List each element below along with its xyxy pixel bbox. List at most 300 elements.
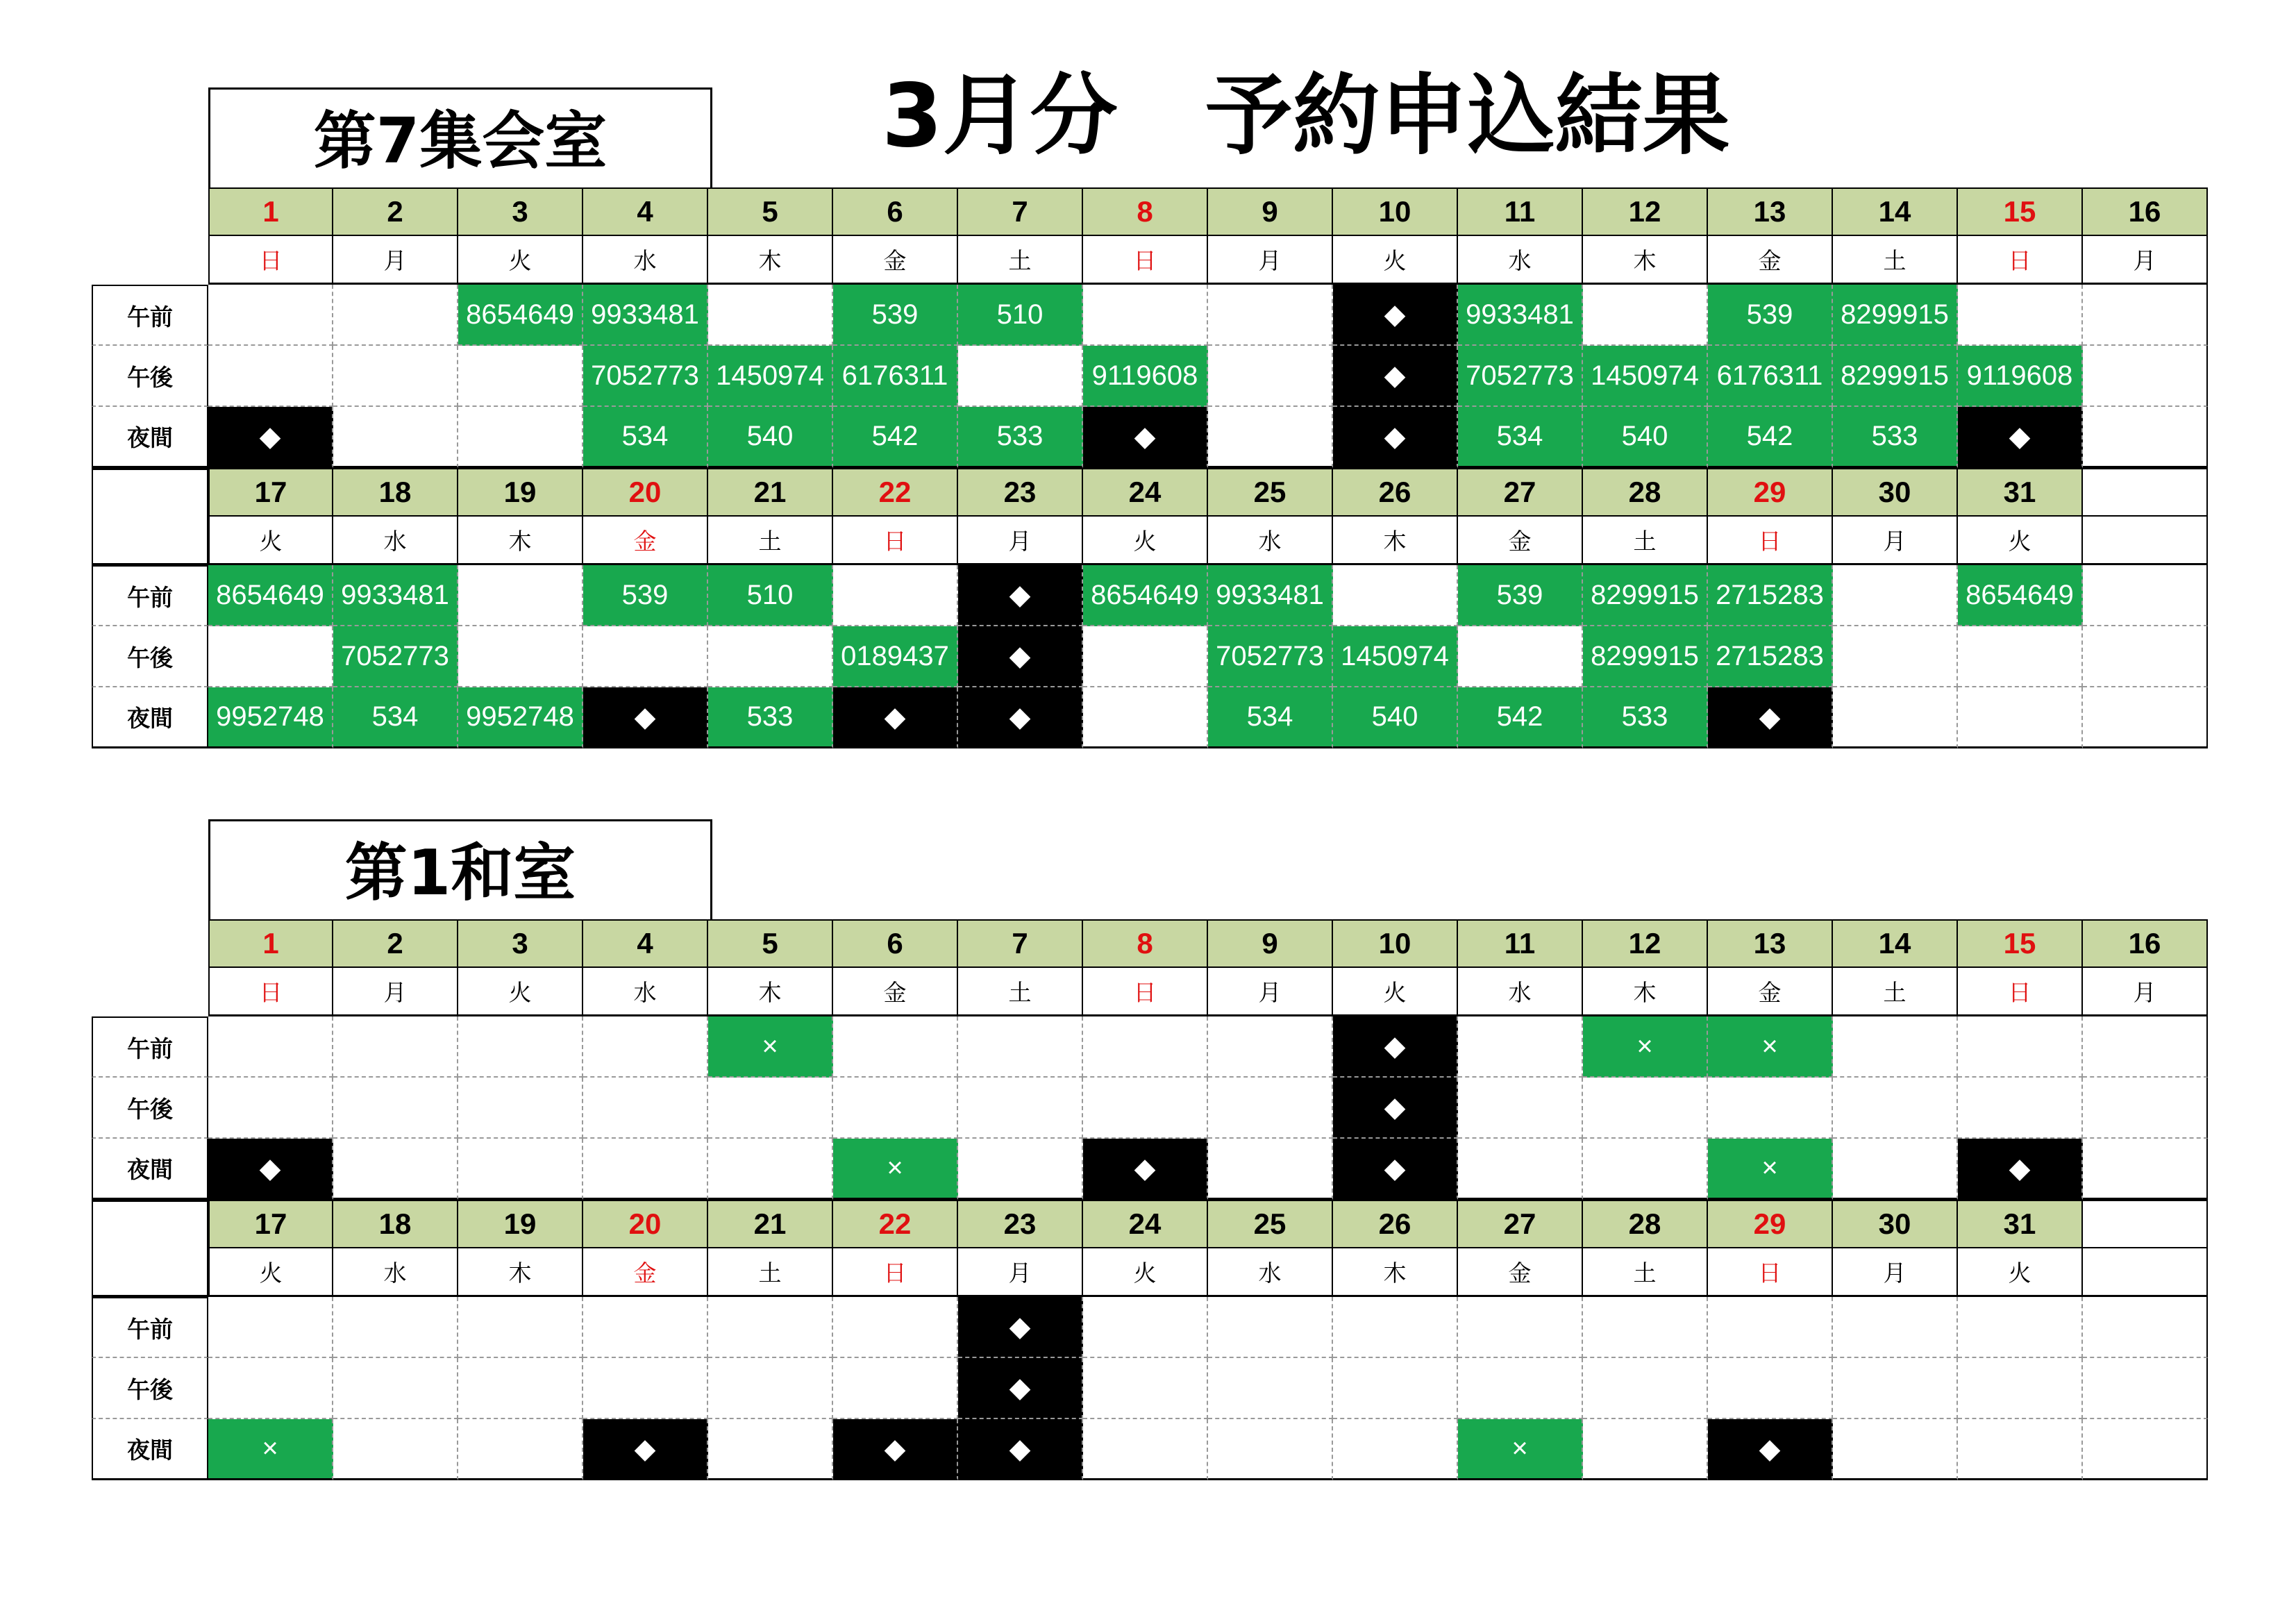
empty-slot	[1583, 1419, 1708, 1480]
empty-slot	[1333, 1358, 1458, 1419]
weekday: 日	[1958, 968, 2083, 1016]
booked-slot: 539	[833, 285, 958, 346]
empty-slot	[1958, 1419, 2083, 1480]
day-number: 4	[583, 919, 708, 968]
empty-slot	[2083, 687, 2208, 748]
empty-slot	[958, 1139, 1083, 1200]
day-number: 6	[833, 919, 958, 968]
empty-slot	[458, 565, 583, 626]
booked-slot: ×	[833, 1139, 958, 1200]
weekday: 土	[708, 1248, 833, 1297]
closed-slot: ◆	[1958, 1139, 2083, 1200]
empty-slot	[583, 1139, 708, 1200]
empty-slot	[1958, 1358, 2083, 1419]
weekday: 日	[208, 968, 333, 1016]
day-number: 30	[1833, 1200, 1958, 1248]
weekday: 日	[208, 236, 333, 285]
weekday: 月	[1208, 968, 1333, 1016]
weekday: 月	[1833, 1248, 1958, 1297]
empty-slot	[333, 285, 458, 346]
day-number: 27	[1458, 468, 1583, 517]
weekday: 火	[208, 1248, 333, 1297]
empty-slot	[1833, 626, 1958, 687]
time-slot-label: 夜間	[92, 1419, 208, 1480]
empty-slot	[958, 1016, 1083, 1078]
empty-slot	[1833, 1358, 1958, 1419]
booked-slot: 1450974	[1583, 346, 1708, 407]
closed-slot: ◆	[833, 1419, 958, 1480]
empty-slot	[1958, 626, 2083, 687]
corner-blank	[92, 187, 208, 236]
weekday: 日	[1958, 236, 2083, 285]
corner-blank	[92, 517, 208, 565]
closed-slot: ◆	[1083, 407, 1208, 468]
closed-slot: ◆	[1333, 285, 1458, 346]
day-number: 17	[208, 1200, 333, 1248]
empty-slot	[458, 1419, 583, 1480]
booked-slot: 540	[1333, 687, 1458, 748]
corner-blank	[92, 236, 208, 285]
empty-slot	[1958, 1297, 2083, 1358]
empty-slot	[583, 1078, 708, 1139]
empty-slot	[1083, 1297, 1208, 1358]
day-number: 3	[458, 919, 583, 968]
day-number: 20	[583, 468, 708, 517]
empty-slot	[708, 1139, 833, 1200]
empty-slot	[1208, 1078, 1333, 1139]
day-number: 7	[958, 919, 1083, 968]
empty-slot	[1333, 565, 1458, 626]
closed-slot: ◆	[208, 1139, 333, 1200]
weekday: 火	[458, 236, 583, 285]
empty-slot	[1833, 565, 1958, 626]
weekday: 火	[208, 517, 333, 565]
weekday: 金	[1458, 517, 1583, 565]
time-slot-label: 夜間	[92, 1139, 208, 1200]
empty-slot	[833, 1297, 958, 1358]
day-number: 13	[1708, 919, 1833, 968]
empty-slot	[708, 1419, 833, 1480]
booked-slot: ×	[708, 1016, 833, 1078]
day-number: 22	[833, 468, 958, 517]
booked-slot: 8654649	[208, 565, 333, 626]
time-slot-label: 夜間	[92, 687, 208, 748]
day-number	[2083, 1200, 2208, 1248]
booked-slot: 9119608	[1958, 346, 2083, 407]
empty-slot	[1333, 1297, 1458, 1358]
booked-slot: 7052773	[1208, 626, 1333, 687]
booked-slot: 8654649	[458, 285, 583, 346]
empty-slot	[458, 346, 583, 407]
weekday: 水	[583, 968, 708, 1016]
weekday: 金	[833, 236, 958, 285]
empty-slot	[1458, 1139, 1583, 1200]
weekday: 土	[1833, 968, 1958, 1016]
empty-slot	[958, 1078, 1083, 1139]
empty-slot	[1583, 285, 1708, 346]
booked-slot: 8299915	[1833, 285, 1958, 346]
weekday: 水	[333, 1248, 458, 1297]
weekday: 水	[1458, 968, 1583, 1016]
weekday: 水	[1208, 1248, 1333, 1297]
day-number: 28	[1583, 468, 1708, 517]
booked-slot: 9952748	[208, 687, 333, 748]
corner-blank	[92, 1248, 208, 1297]
closed-slot: ◆	[583, 687, 708, 748]
booked-slot: 9933481	[1458, 285, 1583, 346]
booked-slot: 9933481	[583, 285, 708, 346]
booked-slot: 539	[1708, 285, 1833, 346]
empty-slot	[333, 1358, 458, 1419]
empty-slot	[833, 1016, 958, 1078]
day-number: 11	[1458, 187, 1583, 236]
closed-slot: ◆	[1708, 1419, 1833, 1480]
corner-blank	[92, 468, 208, 517]
day-number: 21	[708, 468, 833, 517]
empty-slot	[1208, 285, 1333, 346]
weekday: 火	[1083, 1248, 1208, 1297]
weekday: 土	[1833, 236, 1958, 285]
empty-slot	[1458, 1016, 1583, 1078]
empty-slot	[333, 1078, 458, 1139]
empty-slot	[333, 346, 458, 407]
empty-slot	[2083, 626, 2208, 687]
empty-slot	[1458, 1358, 1583, 1419]
booked-slot: 534	[583, 407, 708, 468]
empty-slot	[458, 407, 583, 468]
empty-slot	[1833, 1078, 1958, 1139]
empty-slot	[333, 1297, 458, 1358]
page-title: 3月分 予約申込結果	[882, 65, 1730, 167]
empty-slot	[1958, 285, 2083, 346]
day-number: 12	[1583, 187, 1708, 236]
day-number: 15	[1958, 187, 2083, 236]
empty-slot	[1458, 1297, 1583, 1358]
weekday: 水	[583, 236, 708, 285]
weekday: 日	[1083, 968, 1208, 1016]
booked-slot: ×	[1708, 1139, 1833, 1200]
empty-slot	[708, 626, 833, 687]
day-number: 28	[1583, 1200, 1708, 1248]
weekday: 金	[1708, 968, 1833, 1016]
time-slot-label: 午前	[92, 285, 208, 346]
booked-slot: 510	[708, 565, 833, 626]
empty-slot	[2083, 1419, 2208, 1480]
empty-slot	[458, 1297, 583, 1358]
empty-slot	[2083, 1016, 2208, 1078]
empty-slot	[1958, 687, 2083, 748]
day-number: 16	[2083, 187, 2208, 236]
weekday: 木	[1583, 968, 1708, 1016]
closed-slot: ◆	[1333, 1016, 1458, 1078]
empty-slot	[333, 1419, 458, 1480]
empty-slot	[1333, 1419, 1458, 1480]
booked-slot: 2715283	[1708, 626, 1833, 687]
empty-slot	[208, 346, 333, 407]
empty-slot	[1958, 1016, 2083, 1078]
weekday: 火	[1333, 236, 1458, 285]
empty-slot	[1083, 1358, 1208, 1419]
day-number: 18	[333, 1200, 458, 1248]
booked-slot: 1450974	[1333, 626, 1458, 687]
booked-slot: 6176311	[833, 346, 958, 407]
weekday: 金	[583, 1248, 708, 1297]
day-number: 6	[833, 187, 958, 236]
booked-slot: 7052773	[1458, 346, 1583, 407]
time-slot-label: 午後	[92, 1078, 208, 1139]
day-number: 19	[458, 468, 583, 517]
booked-slot: ×	[1458, 1419, 1583, 1480]
empty-slot	[458, 626, 583, 687]
day-number: 13	[1708, 187, 1833, 236]
empty-slot	[1583, 1297, 1708, 1358]
booked-slot: 539	[583, 565, 708, 626]
booked-slot: 534	[1208, 687, 1333, 748]
empty-slot	[1458, 626, 1583, 687]
day-number: 17	[208, 468, 333, 517]
closed-slot: ◆	[583, 1419, 708, 1480]
booked-slot: 9933481	[333, 565, 458, 626]
empty-slot	[958, 346, 1083, 407]
weekday: 日	[1708, 517, 1833, 565]
empty-slot	[1708, 1297, 1833, 1358]
booked-slot: 534	[333, 687, 458, 748]
day-number: 20	[583, 1200, 708, 1248]
empty-slot	[1083, 1419, 1208, 1480]
closed-slot: ◆	[958, 1419, 1083, 1480]
day-number: 1	[208, 187, 333, 236]
day-number: 14	[1833, 919, 1958, 968]
day-number: 12	[1583, 919, 1708, 968]
closed-slot: ◆	[1333, 1139, 1458, 1200]
weekday: 土	[1583, 1248, 1708, 1297]
booked-slot: ×	[1708, 1016, 1833, 1078]
booked-slot: 8299915	[1833, 346, 1958, 407]
weekday: 土	[958, 236, 1083, 285]
empty-slot	[2083, 1358, 2208, 1419]
weekday: 土	[958, 968, 1083, 1016]
day-number: 22	[833, 1200, 958, 1248]
empty-slot	[1833, 1016, 1958, 1078]
booked-slot: 8299915	[1583, 626, 1708, 687]
day-number: 10	[1333, 187, 1458, 236]
corner-blank	[92, 968, 208, 1016]
day-number: 23	[958, 1200, 1083, 1248]
empty-slot	[208, 626, 333, 687]
schedule-table-room2	[92, 919, 2205, 1480]
empty-slot	[458, 1016, 583, 1078]
booked-slot: 510	[958, 285, 1083, 346]
empty-slot	[1208, 1297, 1333, 1358]
weekday: 金	[1708, 236, 1833, 285]
empty-slot	[833, 565, 958, 626]
empty-slot	[208, 1297, 333, 1358]
empty-slot	[708, 1358, 833, 1419]
day-number: 16	[2083, 919, 2208, 968]
weekday: 木	[458, 517, 583, 565]
booked-slot: 7052773	[583, 346, 708, 407]
empty-slot	[708, 1078, 833, 1139]
empty-slot	[1583, 1139, 1708, 1200]
weekday: 日	[833, 1248, 958, 1297]
empty-slot	[1083, 687, 1208, 748]
weekday: 水	[1458, 236, 1583, 285]
corner-blank	[92, 1200, 208, 1248]
weekday: 火	[458, 968, 583, 1016]
time-slot-label: 午後	[92, 346, 208, 407]
day-number: 5	[708, 919, 833, 968]
empty-slot	[1083, 1078, 1208, 1139]
day-number: 3	[458, 187, 583, 236]
closed-slot: ◆	[1333, 407, 1458, 468]
closed-slot: ◆	[833, 687, 958, 748]
empty-slot	[1208, 1419, 1333, 1480]
day-number: 10	[1333, 919, 1458, 968]
day-number: 24	[1083, 1200, 1208, 1248]
booked-slot: 1450974	[708, 346, 833, 407]
time-slot-label: 午前	[92, 1016, 208, 1078]
day-number: 29	[1708, 1200, 1833, 1248]
day-number: 29	[1708, 468, 1833, 517]
day-number: 11	[1458, 919, 1583, 968]
weekday: 月	[333, 236, 458, 285]
closed-slot: ◆	[958, 1297, 1083, 1358]
empty-slot	[208, 1016, 333, 1078]
empty-slot	[833, 1078, 958, 1139]
booked-slot: 533	[708, 687, 833, 748]
empty-slot	[333, 1139, 458, 1200]
booked-slot: 540	[708, 407, 833, 468]
weekday: 土	[1583, 517, 1708, 565]
weekday	[2083, 517, 2208, 565]
empty-slot	[583, 626, 708, 687]
empty-slot	[2083, 1139, 2208, 1200]
weekday: 月	[333, 968, 458, 1016]
weekday: 日	[833, 517, 958, 565]
empty-slot	[1583, 1078, 1708, 1139]
empty-slot	[1208, 407, 1333, 468]
closed-slot: ◆	[958, 565, 1083, 626]
weekday: 月	[958, 517, 1083, 565]
weekday: 金	[833, 968, 958, 1016]
booked-slot: 533	[958, 407, 1083, 468]
weekday: 火	[1958, 517, 2083, 565]
weekday: 木	[708, 968, 833, 1016]
day-number: 9	[1208, 187, 1333, 236]
empty-slot	[1208, 1139, 1333, 1200]
day-number: 8	[1083, 919, 1208, 968]
day-number: 14	[1833, 187, 1958, 236]
closed-slot: ◆	[958, 626, 1083, 687]
weekday: 火	[1083, 517, 1208, 565]
weekday: 水	[1208, 517, 1333, 565]
empty-slot	[1083, 1016, 1208, 1078]
booked-slot: 542	[1458, 687, 1583, 748]
booked-slot: 539	[1458, 565, 1583, 626]
closed-slot: ◆	[958, 687, 1083, 748]
empty-slot	[1083, 626, 1208, 687]
weekday: 木	[1333, 1248, 1458, 1297]
weekday: 日	[1083, 236, 1208, 285]
closed-slot: ◆	[1083, 1139, 1208, 1200]
day-number: 25	[1208, 1200, 1333, 1248]
day-number: 7	[958, 187, 1083, 236]
booked-slot: 8654649	[1083, 565, 1208, 626]
day-number	[2083, 468, 2208, 517]
empty-slot	[1958, 1078, 2083, 1139]
booked-slot: 540	[1583, 407, 1708, 468]
weekday: 月	[958, 1248, 1083, 1297]
booked-slot: 2715283	[1708, 565, 1833, 626]
day-number: 21	[708, 1200, 833, 1248]
empty-slot	[2083, 565, 2208, 626]
day-number: 27	[1458, 1200, 1583, 1248]
weekday: 木	[458, 1248, 583, 1297]
booked-slot: 0189437	[833, 626, 958, 687]
booked-slot: 533	[1583, 687, 1708, 748]
empty-slot	[208, 285, 333, 346]
day-number: 2	[333, 919, 458, 968]
empty-slot	[1708, 1358, 1833, 1419]
weekday: 木	[1583, 236, 1708, 285]
empty-slot	[1708, 1078, 1833, 1139]
day-number: 31	[1958, 468, 2083, 517]
empty-slot	[2083, 1297, 2208, 1358]
empty-slot	[1833, 1297, 1958, 1358]
booked-slot: 542	[1708, 407, 1833, 468]
day-number: 24	[1083, 468, 1208, 517]
empty-slot	[1208, 346, 1333, 407]
empty-slot	[1208, 1016, 1333, 1078]
weekday	[2083, 1248, 2208, 1297]
booked-slot: 9952748	[458, 687, 583, 748]
day-number: 23	[958, 468, 1083, 517]
empty-slot	[1083, 285, 1208, 346]
booked-slot: 542	[833, 407, 958, 468]
closed-slot: ◆	[1708, 687, 1833, 748]
empty-slot	[2083, 1078, 2208, 1139]
weekday: 木	[1333, 517, 1458, 565]
schedule-table-room1	[92, 187, 2205, 748]
booked-slot: 6176311	[1708, 346, 1833, 407]
day-number: 15	[1958, 919, 2083, 968]
day-number: 18	[333, 468, 458, 517]
closed-slot: ◆	[208, 407, 333, 468]
day-number: 31	[1958, 1200, 2083, 1248]
booked-slot: ×	[1583, 1016, 1708, 1078]
time-slot-label: 午後	[92, 1358, 208, 1419]
weekday: 土	[708, 517, 833, 565]
empty-slot	[2083, 346, 2208, 407]
empty-slot	[333, 407, 458, 468]
weekday: 月	[2083, 236, 2208, 285]
time-slot-label: 午前	[92, 1297, 208, 1358]
closed-slot: ◆	[958, 1358, 1083, 1419]
empty-slot	[458, 1358, 583, 1419]
closed-slot: ◆	[1958, 407, 2083, 468]
empty-slot	[708, 1297, 833, 1358]
weekday: 金	[583, 517, 708, 565]
weekday: 月	[1833, 517, 1958, 565]
time-slot-label: 午後	[92, 626, 208, 687]
empty-slot	[2083, 285, 2208, 346]
booked-slot: 7052773	[333, 626, 458, 687]
empty-slot	[583, 1358, 708, 1419]
room-name-box-2: 第1和室	[208, 819, 712, 921]
booked-slot: 8299915	[1583, 565, 1708, 626]
empty-slot	[458, 1078, 583, 1139]
empty-slot	[1583, 1358, 1708, 1419]
